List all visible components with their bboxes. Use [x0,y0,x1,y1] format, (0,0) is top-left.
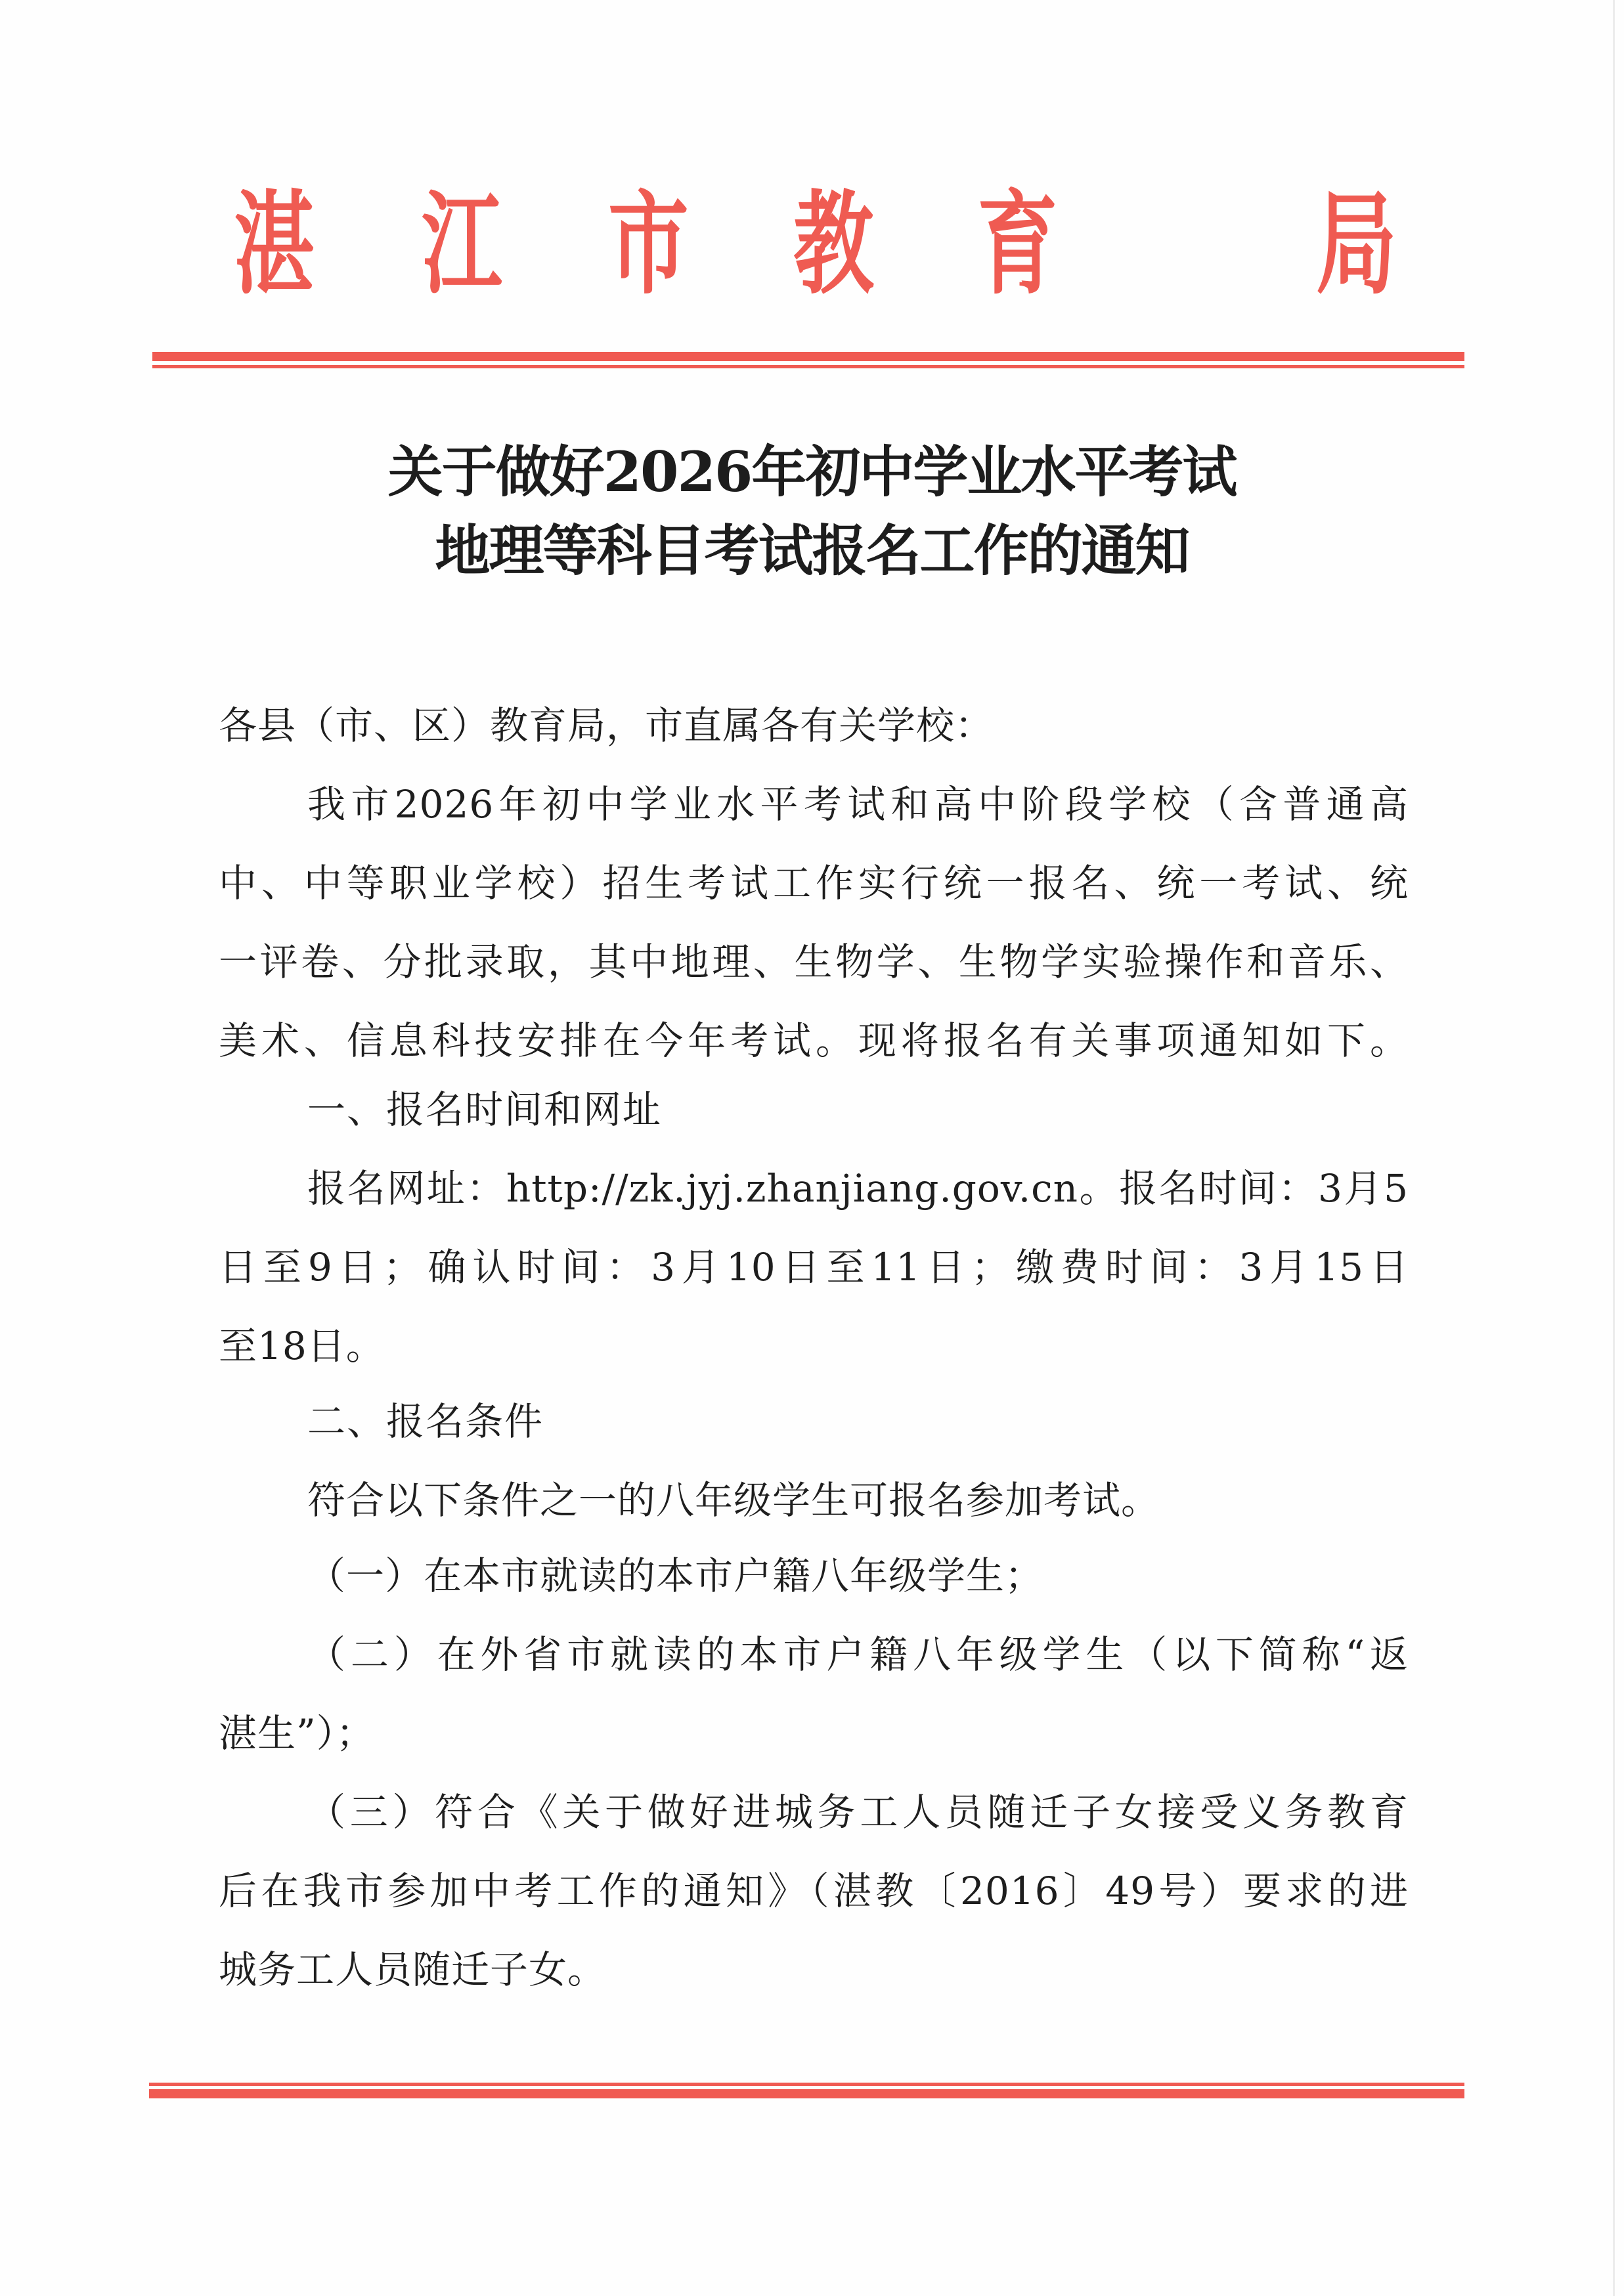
condition-item-continued: 城务工人员随迁子女。 [219,1947,607,1992]
letterhead-char: 教 [793,179,874,310]
letterhead-char: 江 [422,179,502,310]
letterhead-char: 局 [1316,179,1397,310]
paragraph-line: 中、中等职业学校）招生考试工作实行统一报名、统一考试、统 [219,861,1409,905]
letterhead-char: 育 [977,179,1058,310]
paragraph-line: 美术、信息科技安排在今年考试。现将报名有关事项通知如下。 [219,1018,1409,1063]
document-title-line-2: 地理等科目考试报名工作的通知 [435,518,1189,583]
section-heading: 一、报名时间和网址 [307,1087,663,1132]
letterhead [0,179,1624,310]
letterhead-char: 市 [608,179,689,310]
header-rule-thin [152,365,1464,368]
condition-item: （三）符合《关于做好进城务工人员随迁子女接受义务教育 [307,1790,1409,1834]
paragraph-line: 符合以下条件之一的八年级学生可报名参加考试。 [307,1478,1160,1523]
section-heading: 二、报名条件 [307,1399,544,1444]
paragraph-line: 一评卷、分批录取，其中地理、生物学、生物学实验操作和音乐、 [219,940,1409,984]
condition-item-continued: 湛生”）； [219,1711,375,1756]
paragraph-line: 我市2026年初中学业水平考试和高中阶段学校（含普通高 [307,782,1409,827]
condition-item: （二）在外省市就读的本市户籍八年级学生（以下简称“返 [307,1632,1409,1677]
footer-rule-thin [149,2083,1464,2086]
paragraph-line: 至18日。 [219,1324,385,1368]
scan-edge [1613,0,1615,2296]
condition-item: （一）在本市就读的本市户籍八年级学生； [307,1553,1044,1598]
letterhead-char: 湛 [234,179,315,310]
salutation: 各县（市、区）教育局，市直属各有关学校： [219,703,994,748]
condition-item-continued: 后在我市参加中考工作的通知》（湛教〔2016〕49号）要求的进 [219,1869,1409,1913]
paragraph-line: 日至9日；确认时间：3月10日至11日；缴费时间：3月15日 [219,1245,1409,1289]
paragraph-line: 报名网址：http://zk.jyj.zhanjiang.gov.cn。报名时间：3月5 [307,1166,1409,1211]
document-title-line-1: 关于做好2026年初中学业水平考试 [387,439,1237,504]
header-rule-thick [152,352,1464,361]
footer-rule-thick [149,2089,1464,2098]
